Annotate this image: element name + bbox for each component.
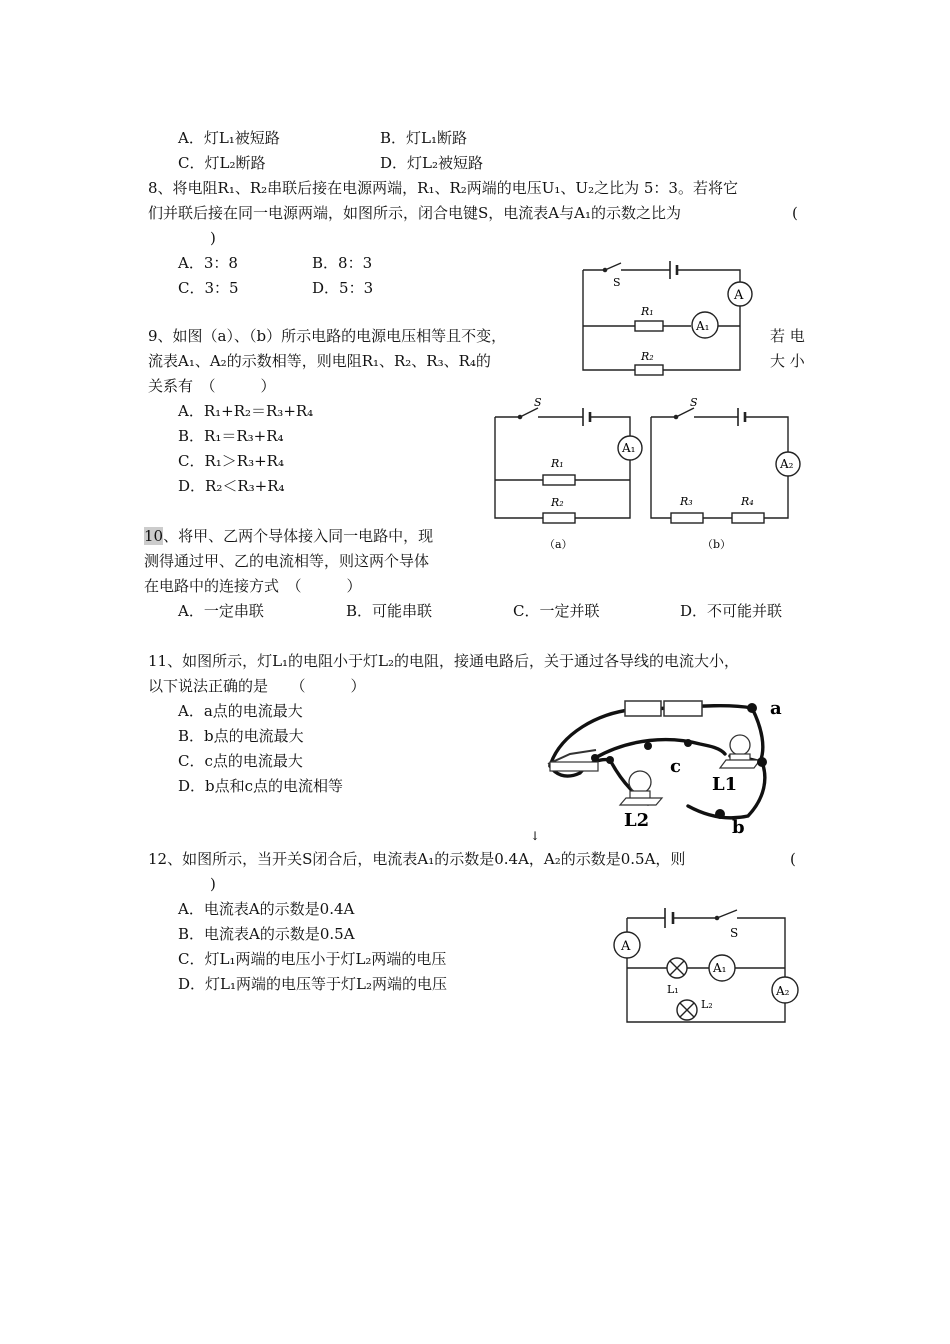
q12-bracket-open: ( xyxy=(790,850,796,868)
q9-stem-line2-right: 大 小 xyxy=(770,352,805,370)
q11-circuit-picture xyxy=(530,688,800,843)
q12-option-c: C．灯L₁两端的电压小于灯L₂两端的电压 xyxy=(178,950,447,968)
q9-option-d: D．R₂＜R₃+R₄ xyxy=(178,477,285,495)
q9-stem-line1: 9、如图（a）、（b）所示电路的电源电压相等且不变， xyxy=(148,327,507,345)
q10-option-d: D．不可能并联 xyxy=(680,602,783,620)
q9-option-a: A．R₁+R₂＝R₃+R₄ xyxy=(178,402,314,420)
q12-fig-label-a1: A₁ xyxy=(713,961,727,975)
q10-option-b: B．可能串联 xyxy=(346,602,433,620)
q9-fig-a-label-a1: A₁ xyxy=(622,441,636,455)
q11-stem-line1: 11、如图所示，灯L₁的电阻小于灯L₂的电阻，接通电路后，关于通过各导线的电流大小， xyxy=(148,652,740,670)
q8-stem-line2: 们并联后接在同一电源两端，如图所示，闭合电键S，电流表A与A₁的示数之比为 xyxy=(148,204,681,222)
q11-fig-label-b: b xyxy=(732,817,745,838)
q11-option-a: A．a点的电流最大 xyxy=(178,702,303,720)
q8-fig-label-s: S xyxy=(613,276,621,289)
q12-bracket-close: ) xyxy=(210,875,216,893)
q8-option-d: D．5：3 xyxy=(312,279,374,297)
q9-fig-a-label-r1: R₁ xyxy=(551,457,564,470)
q8-fig-label-r2: R₂ xyxy=(641,350,654,363)
q8-fig-label-a: A xyxy=(734,288,744,303)
q11-option-c: C．c点的电流最大 xyxy=(178,752,303,770)
q8-stem-line1: 8、将电阻R₁、R₂串联后接在电源两端，R₁、R₂两端的电压U₁、U₂之比为 5：3。若将它 xyxy=(148,179,738,197)
q12-option-a: A．电流表A的示数是0.4A xyxy=(178,900,355,918)
q9-fig-b-label-s: S xyxy=(690,396,698,409)
q10-stem-line3: 在电路中的连接方式 （ ） xyxy=(144,577,362,595)
q12-fig-label-s: S xyxy=(730,926,739,940)
q9-fig-b-label-r3: R₃ xyxy=(680,495,693,508)
q12-fig-label-a: A xyxy=(621,939,631,954)
q9-option-c: C．R₁＞R₃+R₄ xyxy=(178,452,284,470)
q8-fig-label-a1: A₁ xyxy=(696,319,710,333)
q9-option-b: B．R₁＝R₃+R₄ xyxy=(178,427,284,445)
q7-option-a: A．灯L₁被短路 xyxy=(178,129,280,147)
q11-paragraph-mark: ↓ xyxy=(530,829,541,843)
q11-fig-label-c: c xyxy=(670,756,681,777)
q11-fig-label-l2: L2 xyxy=(624,810,650,831)
q8-option-c: C．3：5 xyxy=(178,279,239,297)
q9-stem-line3: 关系有 （ ） xyxy=(148,377,276,395)
q9-fig-b-label-a2: A₂ xyxy=(780,457,794,471)
q10-number-highlight: 10 xyxy=(144,527,164,545)
q9-fig-b-label-r4: R₄ xyxy=(741,495,754,508)
q8-option-b: B．8：3 xyxy=(312,254,373,272)
q12-option-d: D．灯L₁两端的电压等于灯L₂两端的电压 xyxy=(178,975,447,993)
q12-option-b: B．电流表A的示数是0.5A xyxy=(178,925,355,943)
q9-fig-a-label-r2: R₂ xyxy=(551,496,564,509)
q9-stem-line2: 流表A₁、A₂的示数相等，则电阻R₁、R₂、R₃、R₄的 xyxy=(148,352,491,370)
q8-fig-label-r1: R₁ xyxy=(641,305,654,318)
q12-fig-label-l2: L₂ xyxy=(701,998,713,1011)
q8-circuit-diagram xyxy=(575,258,765,378)
q9-fig-a-caption: （a） xyxy=(544,538,573,551)
q11-fig-label-l1: L1 xyxy=(712,774,738,795)
q12-stem-line1: 12、如图所示，当开关S闭合后，电流表A₁的示数是0.4A，A₂的示数是0.5A，则 xyxy=(148,850,686,868)
q10-stem-line2: 测得通过甲、乙的电流相等，则这两个导体 xyxy=(144,552,430,570)
q7-option-c: C．灯L₂断路 xyxy=(178,154,266,172)
q7-option-d: D．灯L₂被短路 xyxy=(380,154,484,172)
q7-option-b: B．灯L₁断路 xyxy=(380,129,467,147)
q9-fig-a-label-s: S xyxy=(534,396,542,409)
q12-circuit-diagram xyxy=(605,900,835,1030)
q10-option-c: C．一定并联 xyxy=(513,602,600,620)
q9-circuit-diagrams xyxy=(488,392,808,552)
q9-fig-b-caption: （b） xyxy=(702,538,732,551)
q10-stem-line1-text: 、将甲、乙两个导体接入同一电路中，现 xyxy=(163,527,434,545)
q10-option-a: A．一定串联 xyxy=(178,602,264,620)
q8-bracket-close: ) xyxy=(210,229,216,247)
q9-stem-line1-right: 若 电 xyxy=(770,327,805,345)
q8-bracket-open: ( xyxy=(792,204,798,222)
q11-option-b: B．b点的电流最大 xyxy=(178,727,304,745)
q11-stem-line2: 以下说法正确的是 （ ） xyxy=(148,677,366,695)
q11-option-d: D．b点和c点的电流相等 xyxy=(178,777,344,795)
q12-fig-label-a2: A₂ xyxy=(776,984,790,998)
q8-option-a: A．3：8 xyxy=(178,254,238,272)
q12-fig-label-l1: L₁ xyxy=(667,983,679,996)
q10-stem-line1 xyxy=(144,526,433,546)
q11-fig-label-a: a xyxy=(770,698,782,719)
